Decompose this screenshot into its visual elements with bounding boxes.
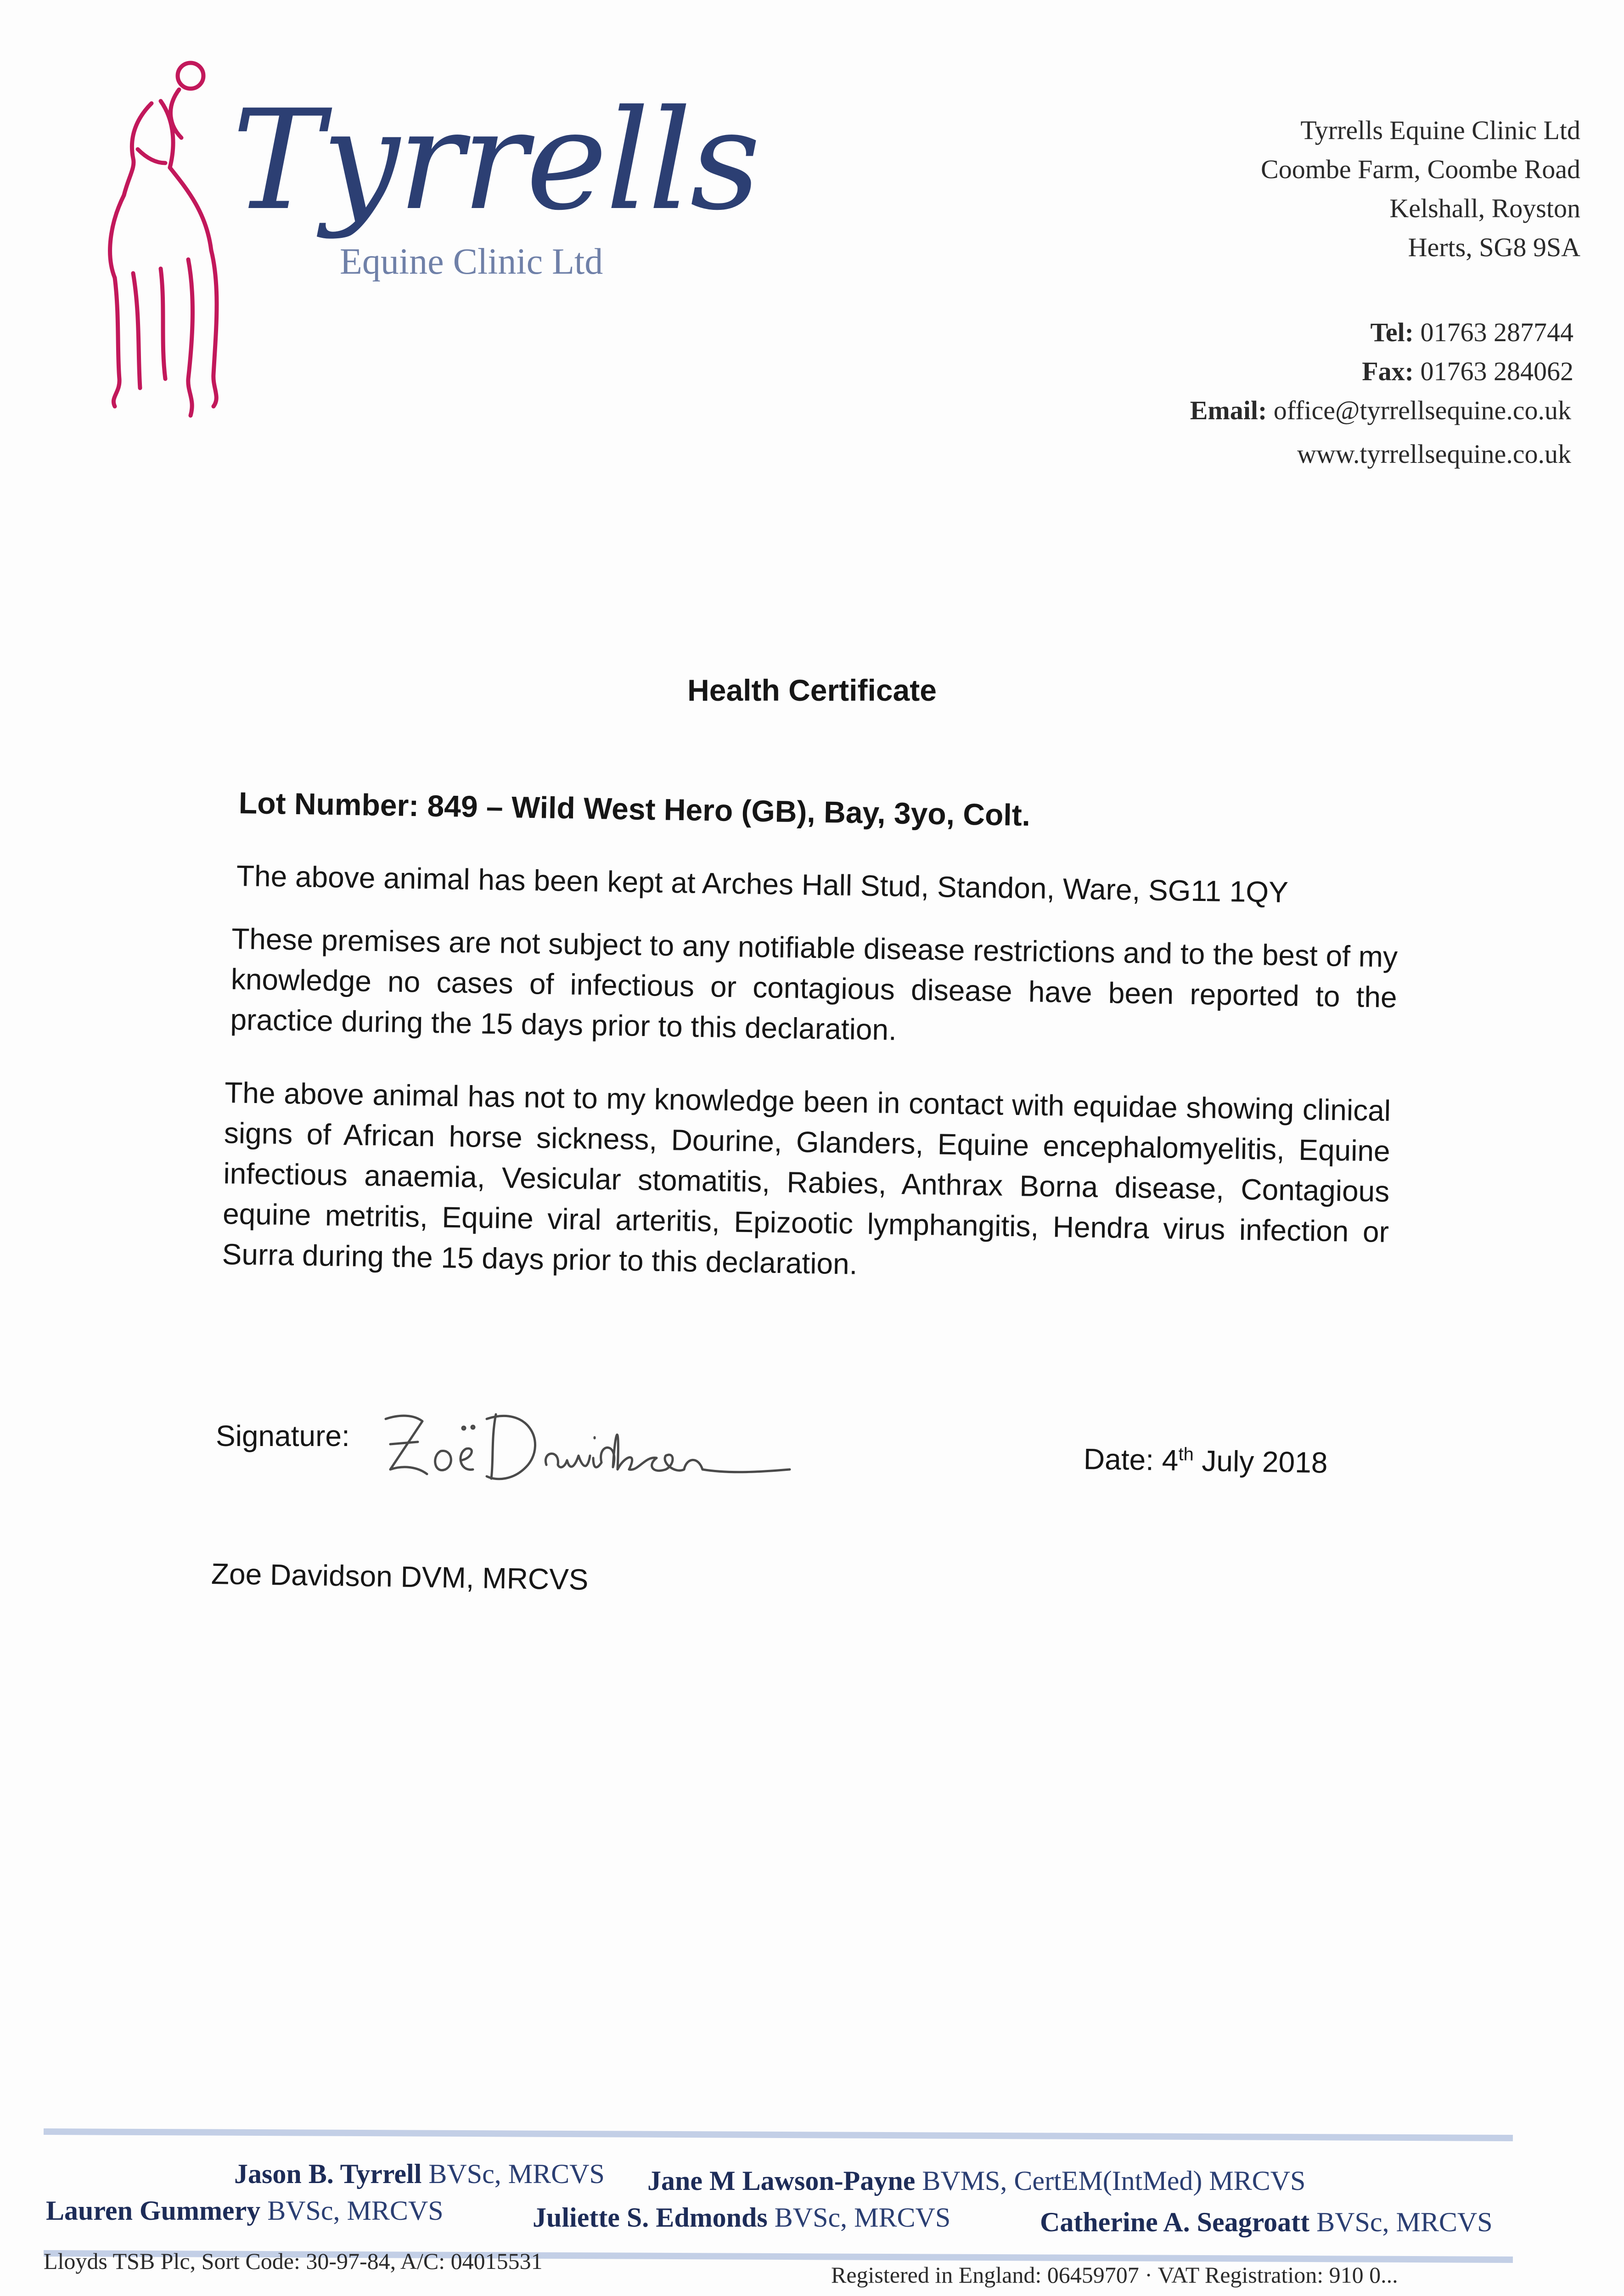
clinic-logo-horse-icon (96, 57, 239, 425)
handwritten-signature (381, 1401, 794, 1502)
vet-qualifications: BVMS, CertEM(IntMed) MRCVS (922, 2166, 1306, 2196)
premises-paragraph: The above animal has been kept at Arches Hall Stud, Standon, Ware, SG11 1QY (236, 859, 1289, 909)
date-month-year: July 2018 (1193, 1444, 1328, 1480)
website-link: www.tyrrellsequine.co.uk (1297, 439, 1571, 469)
vet-catherine-seagroatt (1040, 2206, 1493, 2238)
telephone-line (1370, 317, 1573, 348)
vet-qualifications: BVSc, MRCVS (774, 2202, 951, 2233)
lot-number-line: Lot Number: 849 – Wild West Hero (GB), Bay, 3yo, Colt. (238, 786, 1031, 833)
vet-lauren-gummery (46, 2195, 444, 2227)
email-address: office@tyrrellsequine.co.uk (1273, 395, 1571, 425)
email-label: Email: (1190, 395, 1267, 425)
disease-restrictions-paragraph: These premises are not subject to any notifiable disease restrictions and to the best of my knowledge no cases of infectious or contagious disease have been reported to the practice during the 15 days prior to this declaration. (230, 922, 1398, 1047)
fax-line (1362, 356, 1573, 387)
certificate-date (1083, 1442, 1328, 1480)
vet-jason-tyrrell (234, 2158, 605, 2190)
vet-qualifications: BVSc, MRCVS (267, 2195, 444, 2226)
address-line-company: Tyrrells Equine Clinic Ltd (1300, 115, 1580, 145)
vet-name: Catherine A. Seagroatt (1040, 2207, 1310, 2237)
vet-qualifications: BVSc, MRCVS (1316, 2207, 1493, 2237)
vet-jane-lawson-payne (647, 2165, 1305, 2197)
date-ordinal-suffix: th (1178, 1444, 1194, 1465)
signatory-name: Zoe Davidson DVM, MRCVS (211, 1557, 589, 1596)
footer-divider-top (44, 2128, 1513, 2141)
vet-name: Juliette S. Edmonds (533, 2202, 768, 2233)
vet-name: Jane M Lawson-Payne (647, 2166, 916, 2196)
vet-juliette-edmonds (533, 2202, 950, 2234)
vet-qualifications: BVSc, MRCVS (428, 2159, 605, 2189)
contact-declaration-paragraph: The above animal has not to my knowledge been in contact with equidae showing clinical signs of African horse sickness, Dourine, Glanders, Equine encephalomyelitis, Equine infectious anaemia, Vesicular stomatitis, Rabies, Anthrax Borna disease, Contagious equine metritis, Equine viral arteritis, Epizootic lymphangitis, Hendra virus infection or Surra during the 15 days prior to this declaration. (222, 1075, 1391, 1281)
vet-name: Jason B. Tyrrell (234, 2159, 422, 2189)
fax-label: Fax: (1362, 356, 1414, 386)
company-registration: Registered in England: 06459707 · VAT Registration: 910 0... (831, 2262, 1398, 2288)
telephone-label: Tel: (1370, 317, 1414, 347)
address-line-street: Coombe Farm, Coombe Road (1261, 154, 1580, 184)
address-line-postcode: Herts, SG8 9SA (1408, 232, 1580, 262)
fax-number: 01763 284062 (1420, 356, 1573, 386)
bank-details: Lloyds TSB Plc, Sort Code: 30-97-84, A/C: 04015531 (44, 2248, 543, 2274)
address-line-town: Kelshall, Royston (1389, 193, 1580, 223)
clinic-logo-subtitle: Equine Clinic Ltd (340, 242, 603, 282)
date-prefix: Date: 4 (1083, 1442, 1179, 1477)
certificate-title: Health Certificate (687, 673, 937, 707)
email-line (1190, 395, 1571, 426)
vet-name: Lauren Gummery (46, 2195, 261, 2226)
signature-label: Signature: (216, 1419, 350, 1452)
clinic-logo-name: Tyrrells (232, 80, 759, 241)
telephone-number: 01763 287744 (1420, 317, 1573, 347)
